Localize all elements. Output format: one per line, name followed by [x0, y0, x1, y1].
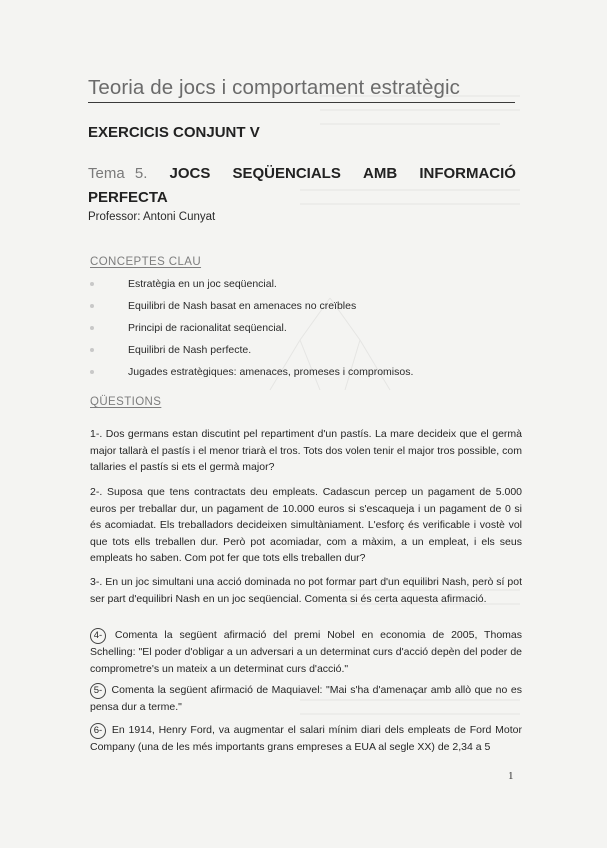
list-item: [90, 321, 413, 343]
topic-word: JOCS: [169, 165, 211, 182]
bullet-icon: [90, 348, 94, 352]
list-item: [90, 299, 413, 321]
question-text: En un joc simultani una acció dominada no pot formar part d'un equilibri Nash, però sí pot ser part d'equilibri Nash en un joc seqüencial. Comenta si és certa aquesta afirmació.: [90, 576, 522, 605]
question-text: Comenta la següent afirmació de Maquiavel: "Mai s'ha d'amenaçar amb allò que no es pensa dur a terme.": [90, 684, 522, 713]
concept-text: Equilibri de Nash basat en amenaces no creïbles: [128, 300, 357, 312]
concept-text: Estratègia en un joc seqüencial.: [128, 278, 277, 290]
question-number: 2-.: [90, 486, 103, 498]
circled-number: 5-: [90, 683, 106, 699]
bullet-icon: [90, 304, 94, 308]
concept-list: [90, 277, 413, 387]
question-text: Comenta la següent afirmació del premi Nobel en economia de 2005, Thomas Schelling: "El poder d'obligar a un adversari a un determinat curs d'acció depèn del poder de comprometre's un mateix a un determinat curs d'acció.": [90, 629, 522, 675]
bullet-icon: [90, 282, 94, 286]
question-text: En 1914, Henry Ford, va augmentar el salari mínim diari dels empleats de Ford Motor Company (una de les més importants grans empreses a EUA al segle XX) de 2,34 a 5: [90, 724, 522, 753]
list-item: [90, 365, 413, 387]
question-number: 1-.: [90, 428, 103, 440]
list-item: [90, 343, 413, 365]
question-1: [90, 426, 522, 476]
page-number: 1: [508, 770, 514, 782]
topic-line2: PERFECTA: [88, 189, 168, 206]
bullet-icon: [90, 326, 94, 330]
concept-text: Principi de racionalitat seqüencial.: [128, 322, 287, 334]
concepts-heading: CONCEPTES CLAU: [90, 256, 202, 268]
question-4: [90, 627, 522, 677]
topic-heading: [88, 162, 516, 210]
exercise-heading: EXERCICIS CONJUNT V: [88, 124, 260, 141]
topic-word: AMB: [363, 165, 398, 182]
question-text: Suposa que tens contractats deu empleats. Cadascun percep un pagament de 5.000 euros per treballar dur, un pagament de 10.000 euros si s'escaqueja i un pagament de 0 si és acomiadat. Els treballadors decideixen simultàniament. L'esforç és verificable i vostè vol que tots ells treballen dur. Però pot acomiadar, com a màxim, a un empleat, i els seus empleats ho saben. Com pot fer que tots ells treballen dur?: [90, 486, 523, 564]
questions-heading: QÜESTIONS: [90, 396, 162, 408]
question-text: Dos germans estan discutint pel repartiment d'un pastís. La mare decideix que el germà major tallarà el pastís i el menor triarà el tros. Tots dos volen tenir el major tros possible, com tallaries el pastís si ets el germà major?: [90, 428, 522, 473]
professor-name: Professor: Antoni Cunyat: [88, 211, 216, 223]
course-title: Teoria de jocs i comportament estratègic: [88, 76, 461, 99]
circled-number: 6-: [90, 723, 106, 739]
topic-word: INFORMACIÓ: [419, 165, 516, 182]
question-6: [90, 722, 522, 756]
question-number: 3-.: [90, 576, 103, 588]
bullet-icon: [90, 370, 94, 374]
circled-number: 4-: [90, 628, 106, 644]
question-2: [90, 484, 522, 567]
concept-text: Jugades estratègiques: amenaces, promeses i compromisos.: [128, 366, 414, 378]
concept-text: Equilibri de Nash perfecte.: [128, 344, 252, 356]
title-rule: [88, 102, 515, 103]
topic-label: Tema 5.: [88, 165, 148, 182]
question-3: [90, 574, 522, 607]
topic-word: SEQÜENCIALS: [232, 165, 341, 182]
question-5: [90, 682, 522, 716]
list-item: [90, 277, 413, 299]
